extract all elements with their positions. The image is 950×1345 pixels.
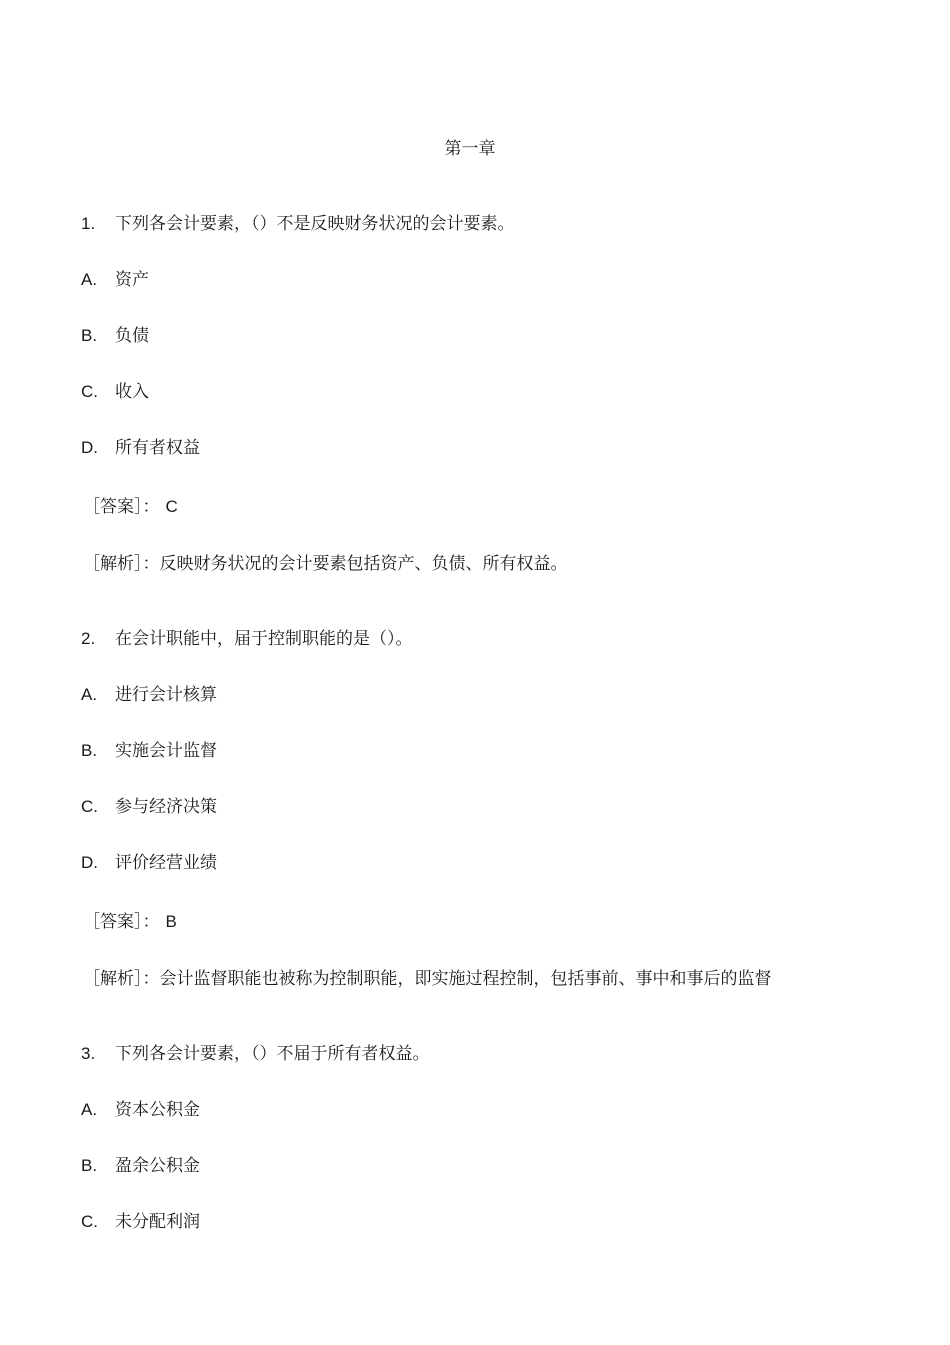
analysis-1	[83, 553, 568, 575]
option-text: 资本公积金	[115, 1100, 200, 1120]
answer-label: ［答案］：	[83, 497, 160, 517]
option-3a	[81, 1099, 200, 1121]
option-2b	[81, 740, 217, 762]
option-letter: C.	[81, 382, 98, 401]
analysis-label: ［解析］：	[83, 969, 160, 989]
answer-2	[83, 911, 177, 933]
question-1	[81, 213, 515, 235]
option-letter: B.	[81, 1156, 98, 1175]
question-stem: 在会计职能中，届于控制职能的是（）。	[115, 629, 413, 649]
answer-value: B	[165, 912, 177, 931]
option-letter: B.	[81, 326, 98, 345]
analysis-text: 会计监督职能也被称为控制职能，即实施过程控制，包括事前、事中和事后的监督	[159, 969, 772, 989]
option-text: 进行会计核算	[115, 685, 217, 705]
option-text: 评价经营业绩	[115, 853, 217, 873]
option-1a	[81, 269, 149, 291]
option-text: 资产	[115, 270, 149, 290]
option-text: 未分配利润	[115, 1212, 200, 1232]
option-letter: A.	[81, 270, 98, 289]
option-letter: D.	[81, 853, 98, 872]
question-number: 1.	[81, 214, 96, 233]
option-text: 实施会计监督	[115, 741, 217, 761]
option-text: 收入	[115, 382, 149, 402]
option-letter: B.	[81, 741, 98, 760]
analysis-text: 反映财务状况的会计要素包括资产、负债、所有权益。	[159, 554, 568, 574]
option-letter: D.	[81, 438, 98, 457]
option-text: 负债	[115, 326, 149, 346]
question-3	[81, 1043, 430, 1065]
answer-1	[83, 496, 178, 518]
analysis-2	[83, 968, 772, 990]
question-stem: 下列各会计要素，（）不届于所有者权益。	[115, 1044, 430, 1064]
option-3c	[81, 1211, 200, 1233]
option-2d	[81, 852, 217, 874]
option-letter: A.	[81, 1100, 98, 1119]
option-3b	[81, 1155, 200, 1177]
answer-value: C	[165, 497, 178, 516]
question-2	[81, 628, 413, 650]
option-letter: C.	[81, 1212, 98, 1231]
answer-label: ［答案］：	[83, 912, 160, 932]
option-1b	[81, 325, 149, 347]
option-1c	[81, 381, 149, 403]
option-letter: A.	[81, 685, 98, 704]
option-2a	[81, 684, 217, 706]
question-stem: 下列各会计要素，（）不是反映财务状况的会计要素。	[115, 214, 515, 234]
option-1d	[81, 437, 200, 459]
option-text: 盈余公积金	[115, 1156, 200, 1176]
question-number: 3.	[81, 1044, 96, 1063]
option-2c	[81, 796, 217, 818]
analysis-label: ［解析］：	[83, 554, 160, 574]
question-number: 2.	[81, 629, 96, 648]
option-text: 所有者权益	[115, 438, 200, 458]
option-text: 参与经济决策	[115, 797, 217, 817]
chapter-title: 第一章	[444, 139, 496, 159]
option-letter: C.	[81, 797, 98, 816]
